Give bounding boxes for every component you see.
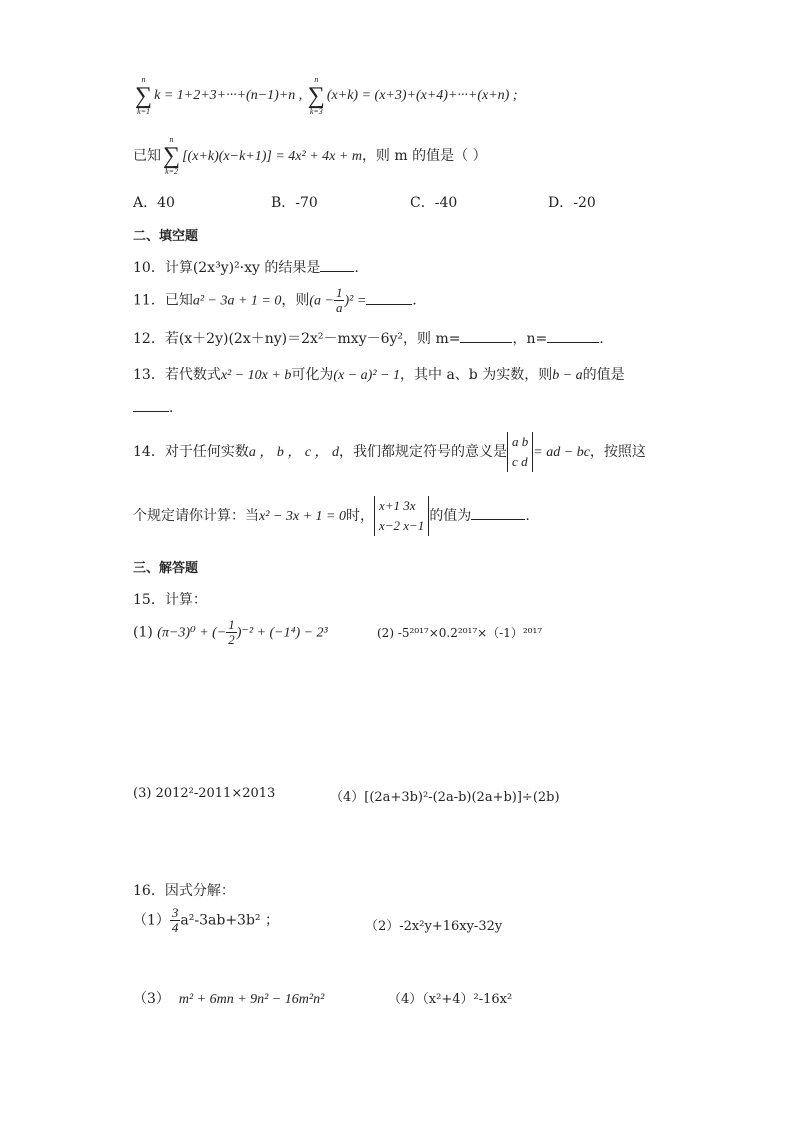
q15-p1-expr-b: )⁻² + (−1⁴) − 2³: [236, 625, 328, 641]
q14-condition: x² − 3x + 1 = 0: [259, 509, 346, 524]
q12-blank-n[interactable]: [547, 342, 599, 343]
q12-mid: ，n=: [512, 331, 548, 347]
q14-line1-suffix: ，按照这: [589, 444, 646, 460]
q13-mid2: ，其中 a、b 为实数，则: [400, 367, 553, 383]
q9-option-a[interactable]: A．40: [133, 195, 175, 211]
q11-mid: ，则: [281, 292, 310, 309]
q14-determinant-definition: a b c d: [507, 432, 533, 472]
q14-vars: a ， b ， c ， d: [248, 445, 340, 460]
q16-p3-label: （3）: [133, 991, 170, 1007]
sum-symbol-2: n ∑ k=3: [307, 75, 325, 116]
q15-p1-fraction: $\frac{1}{2}$: [228, 617, 235, 647]
q13-end: .: [169, 400, 174, 416]
q13-answer-line: [133, 400, 173, 416]
q15-p1-expr-a: (π−3)⁰ + (−: [157, 625, 227, 641]
q15-part2: (2) -5²⁰¹⁷×0.2²⁰¹⁷×（-1）²⁰¹⁷: [377, 626, 543, 640]
q11-answer-blank[interactable]: [366, 304, 412, 305]
q12-end: .: [599, 331, 604, 347]
q11-condition: a² − 3a + 1 = 0: [192, 293, 282, 309]
q11-fraction: $\frac{1}{a}$: [335, 285, 343, 315]
q14-mid: ，我们都规定符号的意义是: [339, 444, 508, 460]
question-14-line2: [133, 496, 530, 536]
q16-p3-expr: m² + 6mn + 9n² − 16m²n²: [178, 992, 325, 1007]
q15-part1: [133, 618, 328, 647]
q14-when: 时，: [345, 508, 374, 524]
sum-symbol-1: n ∑ k=1: [135, 75, 153, 116]
q9-option-d[interactable]: D．-20: [548, 195, 596, 211]
question-11: [133, 286, 417, 315]
q16-part1: [133, 906, 279, 935]
q9-option-b[interactable]: B．-70: [271, 195, 318, 211]
sum2-expression: (x+k) = (x+3)+(x+4)+···+(x+n) ;: [326, 88, 518, 104]
q15-part4: （4）[(2a+3b)²-(2a-b)(2a+b)]÷(2b): [330, 790, 560, 805]
q10-end: .: [354, 260, 359, 276]
sum1-expression: k = 1+2+3+···+(n−1)+n ,: [154, 88, 303, 104]
q10-answer-blank[interactable]: [320, 271, 354, 272]
q13-expr1: x² − 10x + b: [220, 368, 292, 383]
q10-text: 10．计算(2x³y)²·xy 的结果是: [133, 260, 321, 276]
q16-part4: （4）（x²+4）²-16x²: [388, 992, 513, 1007]
q16-title: 16．因式分解：: [133, 883, 235, 899]
q13-answer-blank[interactable]: [133, 411, 169, 412]
question-14-line1: [133, 432, 646, 472]
question-12: [133, 328, 604, 348]
q14-line2-suffix: 的值为: [429, 508, 472, 524]
q9-expression: [(x+k)(x−k+1)] = 4x² + 4x + m: [182, 149, 362, 164]
q15-p1-label: (1): [133, 624, 153, 641]
q13-suffix: 的值是: [582, 367, 625, 383]
q13-mid1: 可化为: [291, 367, 334, 383]
q13-prefix: 13．若代数式: [133, 367, 221, 383]
q14-prefix: 14．对于任何实数: [133, 444, 249, 460]
q16-p1-fraction: $\frac{3}{4}$: [171, 905, 179, 935]
q15-part3: (3) 2012²-2011×2013: [133, 786, 276, 801]
q14-answer-blank[interactable]: [471, 519, 525, 520]
q11-expr-a: (a −: [309, 293, 334, 309]
question-9: [133, 136, 487, 176]
section-heading-solutions: 三、解答题: [133, 561, 199, 576]
question-13: [133, 364, 625, 384]
q14-end: .: [525, 508, 530, 524]
q9-option-c[interactable]: C．-40: [410, 195, 458, 211]
q16-part3: [133, 988, 324, 1008]
section-heading-fill-in: 二、填空题: [133, 229, 199, 244]
q9-suffix: ，则 m 的值是（ ）: [361, 148, 487, 164]
q14-line2-prefix: 个规定请你计算：当: [133, 508, 259, 524]
q12-text: 12．若(x＋2y)(2x＋ny)＝2x²－mxy－6y²，则 m=: [133, 331, 461, 347]
q15-title: 15．计算：: [133, 592, 207, 608]
q11-prefix: 11．已知: [133, 292, 193, 309]
q9-prefix: 已知: [133, 148, 161, 164]
q12-blank-m[interactable]: [460, 342, 512, 343]
q16-part2: （2）-2x²y+16xy-32y: [365, 919, 503, 934]
sum-symbol-3: n ∑ k=2: [163, 135, 181, 176]
q16-p1-expr: a²-3ab+3b² ；: [180, 912, 279, 929]
sum-definitions: [133, 76, 518, 116]
q14-definition: = ad − bc: [533, 445, 590, 460]
question-10: [133, 257, 359, 277]
q11-expr-b: )² =: [344, 293, 367, 309]
q11-end: .: [412, 292, 417, 309]
q16-p1-label: （1）: [133, 912, 170, 929]
q14-determinant: x+1 3x x−2 x−1: [374, 496, 429, 536]
q13-expr2: (x − a)² − 1: [333, 368, 400, 383]
q13-expr3: b − a: [552, 368, 583, 383]
